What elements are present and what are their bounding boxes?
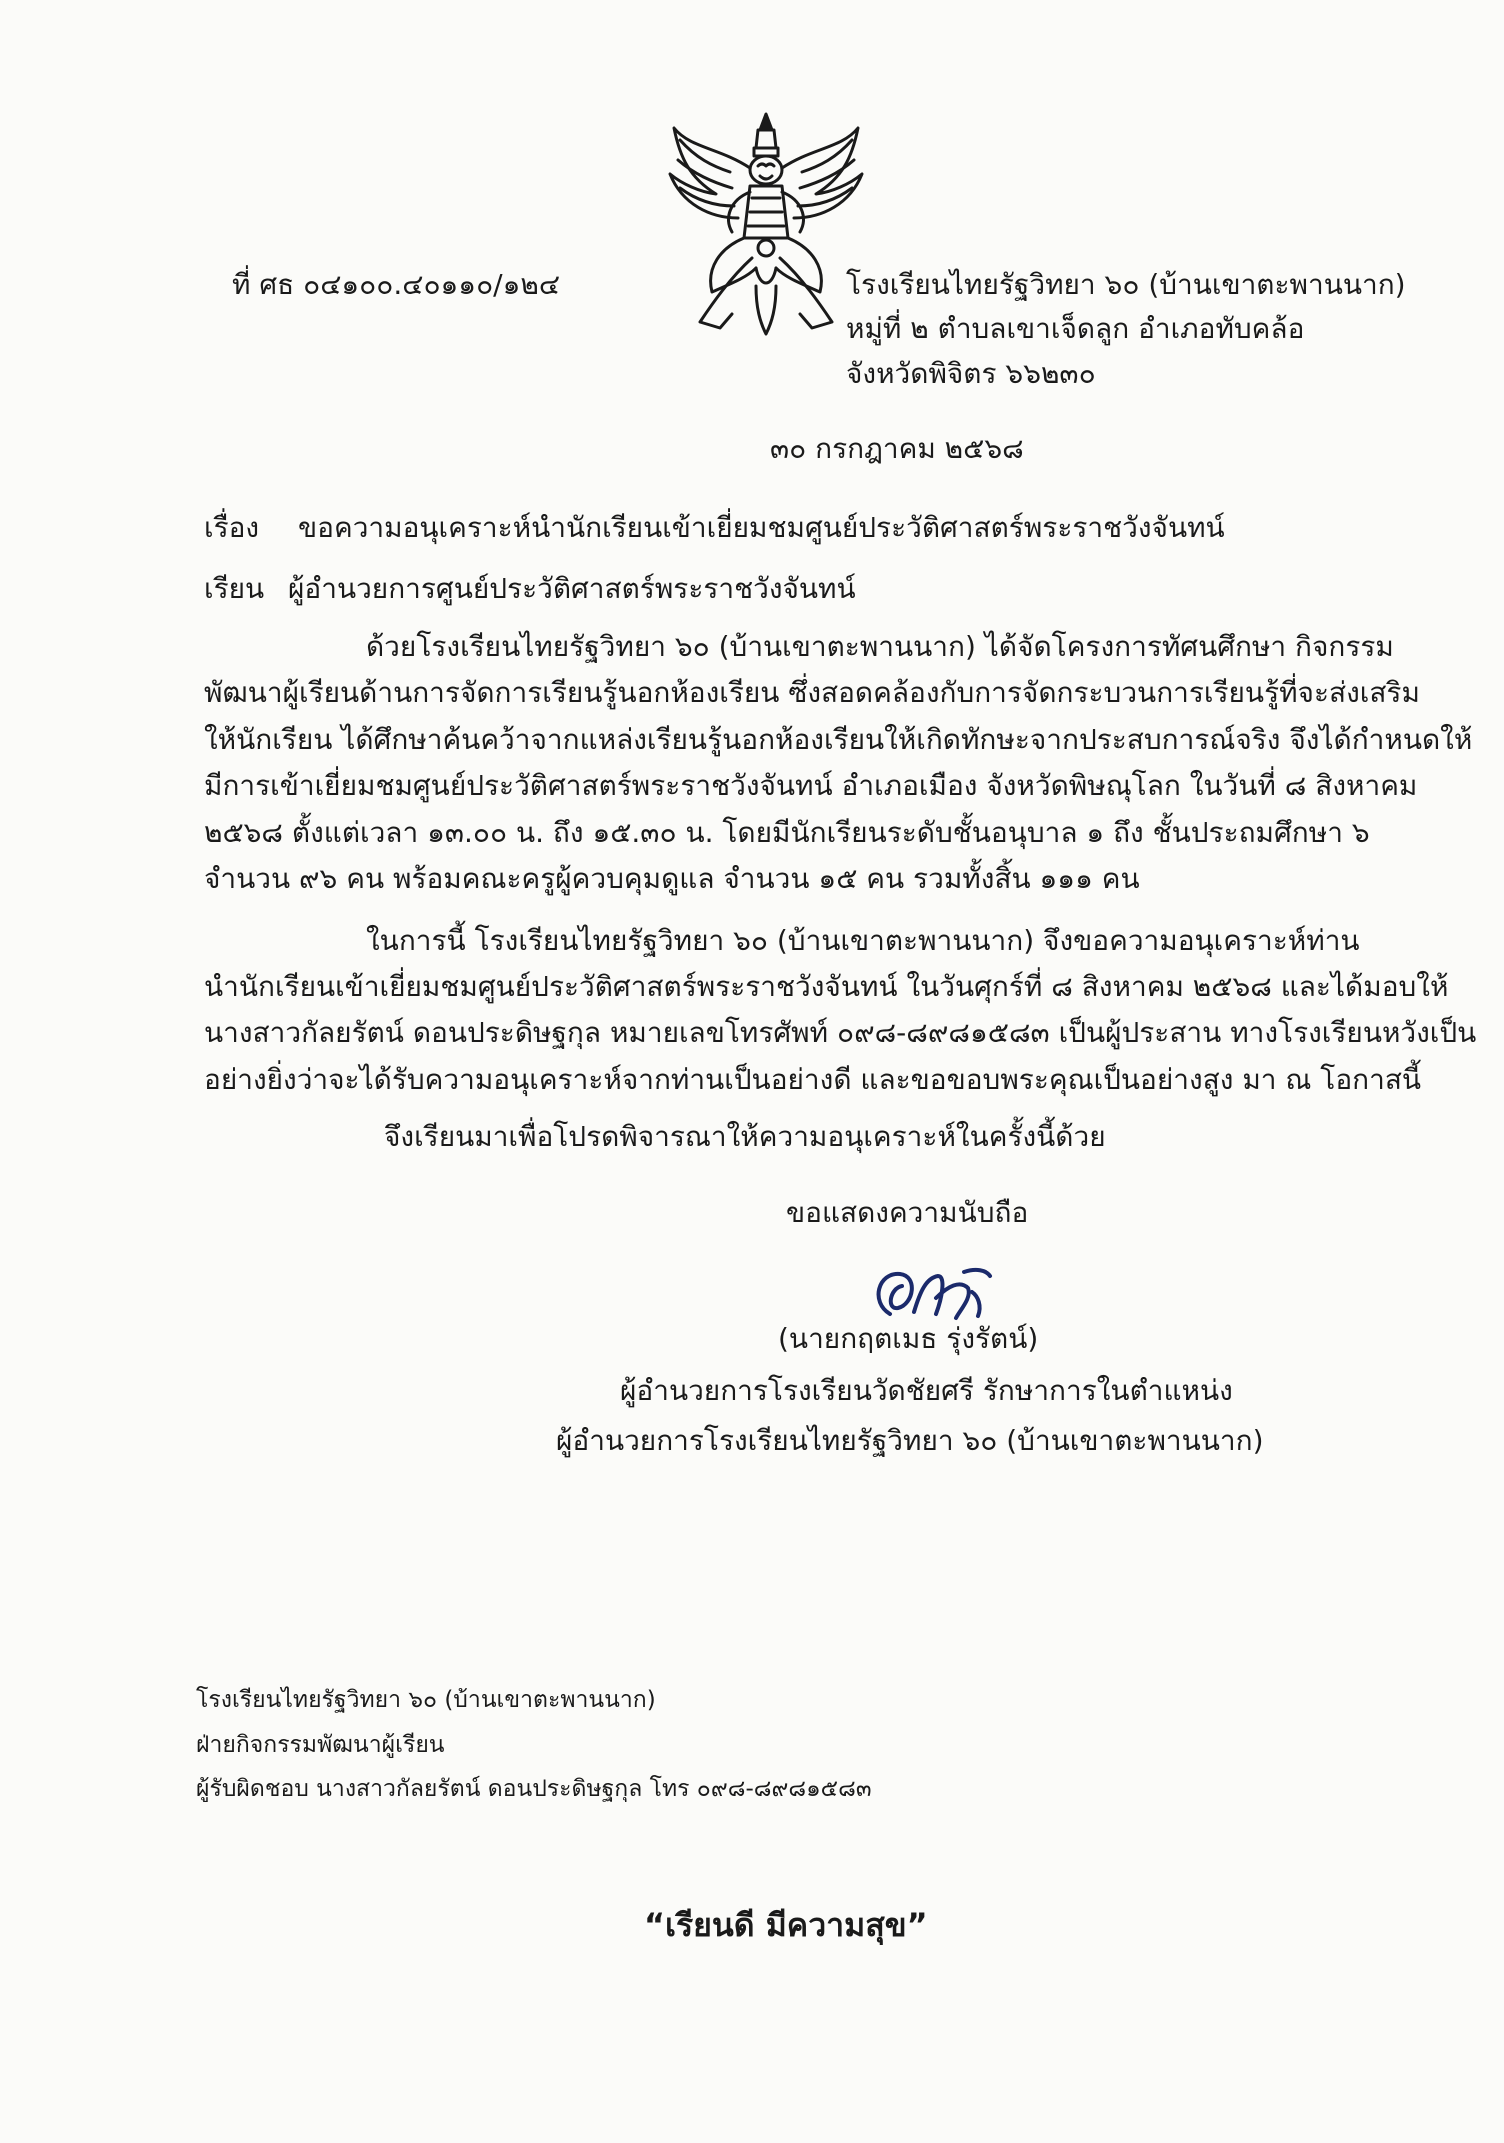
letter-date: ๓๐ กรกฎาคม ๒๕๖๘ <box>770 432 1024 465</box>
closing-request: จึงเรียนมาเพื่อโปรดพิจารณาให้ความอนุเคราะห์ในครั้งนี้ด้วย <box>384 1120 1106 1153</box>
document-number: ที่ ศธ ๐๔๑๐๐.๔๐๑๑๐/๑๒๔ <box>232 268 561 301</box>
footer-school: โรงเรียนไทยรัฐวิทยา ๖๐ (บ้านเขาตะพานนาก) <box>196 1687 656 1713</box>
footer-contact: ผู้รับผิดชอบ นางสาวกัลยรัตน์ ดอนประดิษฐกุล โทร ๐๙๘-๘๙๘๑๕๘๓ <box>196 1776 872 1802</box>
signer-position-line2: ผู้อำนวยการโรงเรียนไทยรัฐวิทยา ๖๐ (บ้านเขาตะพานนาก) <box>556 1424 1264 1457</box>
sender-school: โรงเรียนไทยรัฐวิทยา ๖๐ (บ้านเขาตะพานนาก) <box>846 268 1406 301</box>
paragraph-line: ให้นักเรียน ได้ศึกษาค้นคว้าจากแหล่งเรียนรู้นอกห้องเรียนให้เกิดทักษะจากประสบการณ์จริง จึงได้กำหนดให้ <box>204 723 1473 756</box>
subject-text: ขอความอนุเคราะห์นำนักเรียนเข้าเยี่ยมชมศูนย์ประวัติศาสตร์พระราชวังจันทน์ <box>298 511 1225 544</box>
paragraph-line: ในการนี้ โรงเรียนไทยรัฐวิทยา ๖๐ (บ้านเขาตะพานนาก) จึงขอความอนุเคราะห์ท่าน <box>366 924 1360 957</box>
paragraph-line: อย่างยิ่งว่าจะได้รับความอนุเคราะห์จากท่านเป็นอย่างดี และขอขอบพระคุณเป็นอย่างสูง มา ณ โอกาสนี้ <box>204 1063 1422 1096</box>
paragraph-line: นำนักเรียนเข้าเยี่ยมชมศูนย์ประวัติศาสตร์พระราชวังจันทน์ ในวันศุกร์ที่ ๘ สิงหาคม ๒๕๖๘ และได้มอบให้ <box>204 970 1449 1003</box>
paragraph-line: ๒๕๖๘ ตั้งแต่เวลา ๑๓.๐๐ น. ถึง ๑๕.๓๐ น. โดยมีนักเรียนระดับชั้นอนุบาล ๑ ถึง ชั้นประถมศึกษา ๖ <box>204 816 1370 849</box>
paragraph-line: มีการเข้าเยี่ยมชมศูนย์ประวัติศาสตร์พระราชวังจันทน์ อำเภอเมือง จังหวัดพิษณุโลก ในวันที่ ๘ สิงหาคม <box>204 769 1418 802</box>
subject-label: เรื่อง <box>204 511 260 544</box>
footer-department: ฝ่ายกิจกรรมพัฒนาผู้เรียน <box>196 1732 445 1758</box>
paragraph-line: พัฒนาผู้เรียนด้านการจัดการเรียนรู้นอกห้องเรียน ซึ่งสอดคล้องกับการจัดกระบวนการเรียนรู้ที่จะส่งเสริม <box>204 676 1420 709</box>
paragraph-line: ด้วยโรงเรียนไทยรัฐวิทยา ๖๐ (บ้านเขาตะพานนาก) ได้จัดโครงการทัศนศึกษา กิจกรรม <box>366 630 1394 663</box>
sender-address-line1: หมู่ที่ ๒ ตำบลเขาเจ็ดลูก อำเภอทับคล้อ <box>846 312 1305 345</box>
sender-address-line2: จังหวัดพิจิตร ๖๖๒๓๐ <box>846 357 1096 390</box>
garuda-emblem-icon <box>660 108 872 340</box>
closing-phrase: ขอแสดงความนับถือ <box>786 1196 1029 1229</box>
recipient-label: เรียน <box>204 572 265 605</box>
signer-position-line1: ผู้อำนวยการโรงเรียนวัดชัยศรี รักษาการในตำแหน่ง <box>620 1374 1233 1407</box>
paragraph-line: จำนวน ๙๖ คน พร้อมคณะครูผู้ควบคุมดูแล จำนวน ๑๕ คน รวมทั้งสิ้น ๑๑๑ คน <box>204 862 1140 895</box>
school-motto: “เรียนดี มีความสุข” <box>644 1906 928 1944</box>
recipient-text: ผู้อำนวยการศูนย์ประวัติศาสตร์พระราชวังจันทน์ <box>288 572 856 605</box>
signer-name: (นายกฤตเมธ รุ่งรัตน์) <box>778 1322 1039 1355</box>
paragraph-line: นางสาวกัลยรัตน์ ดอนประดิษฐกุล หมายเลขโทรศัพท์ ๐๙๘-๘๙๘๑๕๘๓ เป็นผู้ประสาน ทางโรงเรียนหวังเป็น <box>204 1016 1477 1049</box>
